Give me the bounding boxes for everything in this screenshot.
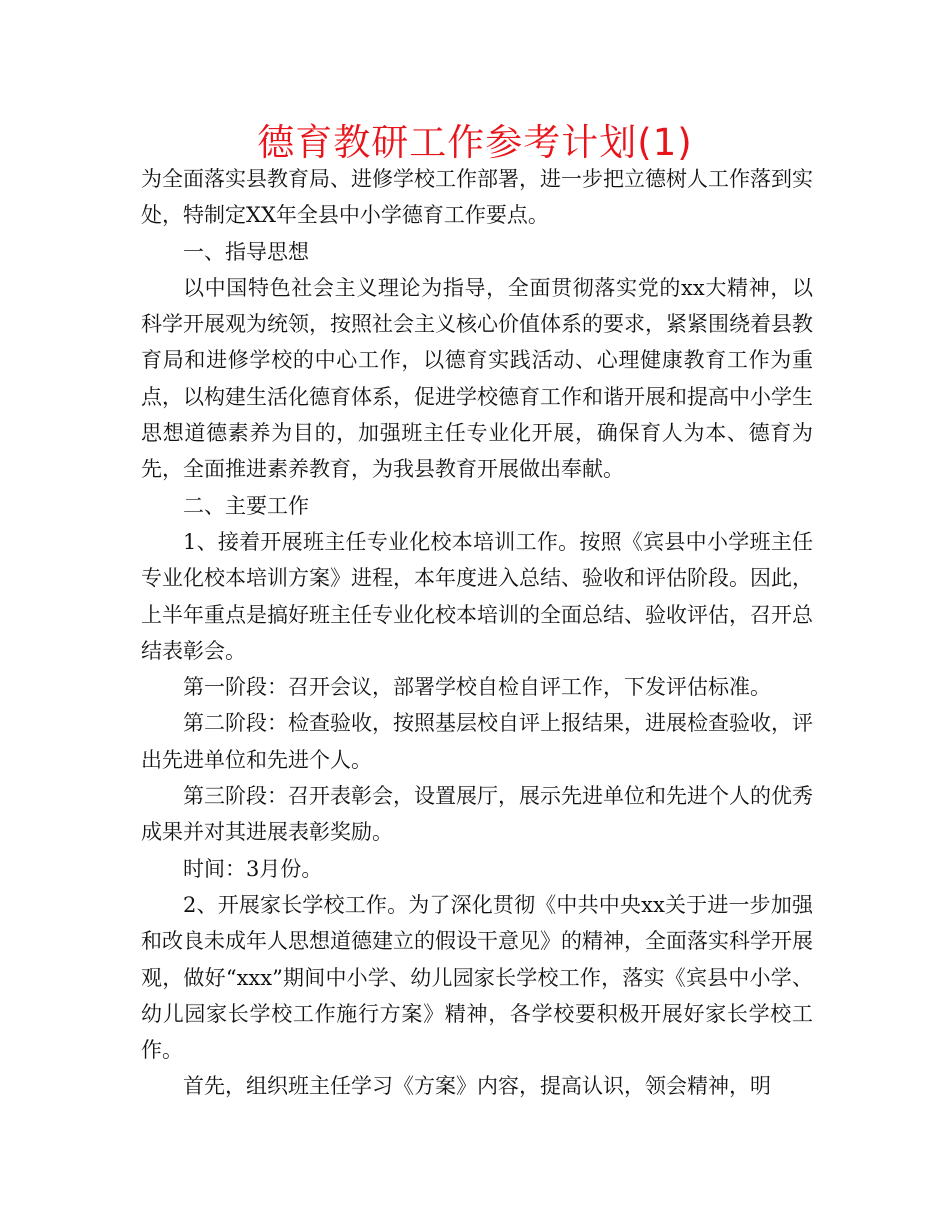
paragraph-stage-3: 第三阶段：召开表彰会，设置展厅，展示先进单位和先进个人的优秀成果并对其进展表彰奖励。 xyxy=(141,784,813,845)
document-body xyxy=(141,161,813,1105)
paragraph-intro: 为全面落实县教育局、进修学校工作部署，进一步把立德树人工作落到实处，特制定XX年全县中小学德育工作要点。 xyxy=(141,167,813,228)
paragraph-item-1: 1、接着开展班主任专业化校本培训工作。按照《宾县中小学班主任专业化校本培训方案》进程，本年度进入总结、验收和评估阶段。因此，上半年重点是搞好班主任专业化校本培训的全面总结、验收评估，召开总结表彰会。 xyxy=(141,529,813,663)
paragraph-first-step: 首先，组织班主任学习《方案》内容，提高认识，领会精神，明 xyxy=(183,1074,771,1099)
heading-guiding-ideology: 一、指导思想 xyxy=(183,239,309,264)
paragraph-stage-1: 第一阶段：召开会议，部署学校自检自评工作，下发评估标准。 xyxy=(183,675,771,700)
paragraph-guiding-ideology: 以中国特色社会主义理论为指导，全面贯彻落实党的xx大精神，以科学开展观为统领，按照社会主义核心价值体系的要求，紧紧围绕着县教育局和进修学校的中心工作，以德育实践活动、心理健康教育工作为重点，以构建生活化德育体系，促进学校德育工作和谐开展和提高中小学生思想道德素养为目的，加强班主任专业化开展，确保育人为本、德育为先，全面推进素养教育，为我县教育开展做出奉献。 xyxy=(141,275,813,482)
document-title: 德育教研工作参考计划(1) xyxy=(257,121,693,164)
paragraph-item-2: 2、开展家长学校工作。为了深化贯彻《中共中央xx关于进一步加强和改良未成年人思想道德建立的假设干意见》的精神，全面落实科学开展观，做好“xxx”期间中小学、幼儿园家长学校工作，落实《宾县中小学、幼儿园家长学校工作施行方案》精神，各学校要积极开展好家长学校工作。 xyxy=(141,892,813,1063)
heading-main-work: 二、主要工作 xyxy=(183,493,309,518)
paragraph-stage-2: 第二阶段：检查验收，按照基层校自评上报结果，进展检查验收，评出先进单位和先进个人。 xyxy=(141,711,813,772)
paragraph-time: 时间：3月份。 xyxy=(183,856,323,881)
